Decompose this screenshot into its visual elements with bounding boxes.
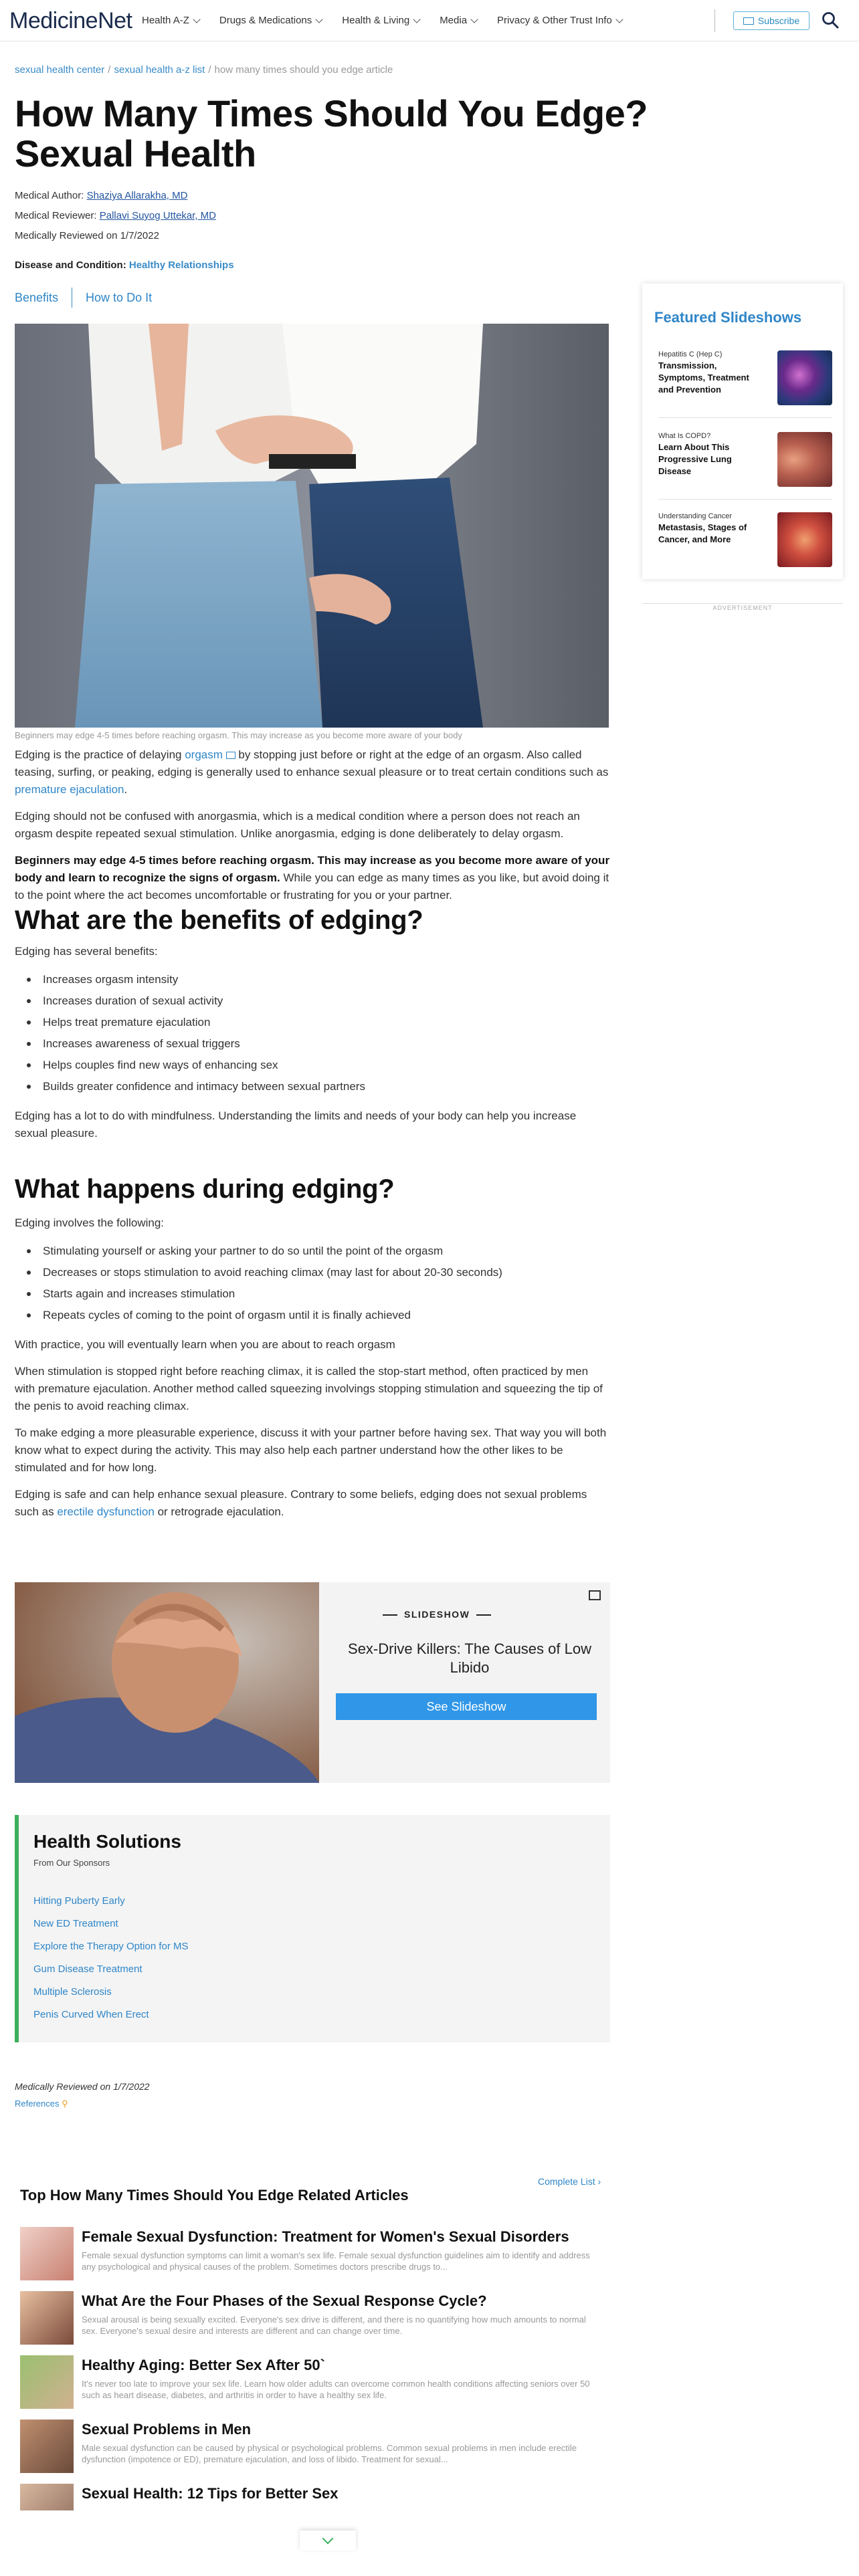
breadcrumb-sep: / (108, 64, 111, 76)
cancer-thumbnail (777, 512, 832, 567)
related-article[interactable] (20, 2355, 609, 2409)
health-solutions (15, 1815, 610, 2042)
list-item: Helps treat premature ejaculation (15, 1014, 610, 1031)
breadcrumb-link[interactable]: sexual health a-z list (114, 64, 205, 76)
article-thumbnail (20, 2420, 74, 2473)
sponsor-link[interactable]: New ED Treatment (33, 1918, 118, 1929)
sponsor-link[interactable]: Explore the Therapy Option for MS (33, 1941, 189, 1952)
text: While you can edge as many times as you like, but avoid doing it to the point where the act becomes uncomfortable or frustrating for you or your partner. (15, 871, 609, 901)
intro-section (15, 746, 610, 914)
ad-label: ADVERTISEMENT (712, 605, 773, 611)
chevron-down-icon (615, 15, 623, 23)
nav-privacy-trust[interactable] (497, 15, 622, 26)
list-item: Repeats cycles of coming to the point of orgasm until it is finally achieved (15, 1307, 610, 1324)
slideshow-card-cancer[interactable] (658, 512, 832, 571)
sponsor-link[interactable]: Penis Curved When Erect (33, 2009, 149, 2020)
author-link[interactable]: Shaziya Allarakha, MD (86, 190, 188, 201)
list-item: Increases duration of sexual activity (15, 992, 610, 1010)
slideshow-card-copd[interactable] (658, 432, 832, 491)
sponsor-link[interactable]: Gum Disease Treatment (33, 1963, 142, 1975)
image-caption: Beginners may edge 4-5 times before reaching orgasm. This may increase as you become more aware of your body (15, 730, 462, 740)
chevron-down-icon (470, 15, 478, 23)
list-item: Decreases or stops stimulation to avoid reaching climax (may last for about 20-30 seconds) (15, 1264, 610, 1281)
slideshow-promo[interactable] (15, 1582, 610, 1783)
references-label: References (15, 2099, 60, 2109)
article-desc: Male sexual dysfunction can be caused by physical or psychological problems. Common sexual problems in men include erectile dysfunction (impotence or ED), premature ejaculation, and loss of libido. Treatment for sexual... (82, 2443, 577, 2464)
list-item: Stimulating yourself or asking your partner to do so until the point of the orgasm (15, 1243, 610, 1260)
related-title: Top How Many Times Should You Edge Related Articles (20, 2187, 409, 2204)
chevron-down-icon (316, 15, 323, 23)
nav-label: Media (440, 15, 468, 26)
nav-label: Health A-Z (142, 15, 189, 26)
during-section (15, 1214, 610, 1530)
breadcrumb-sep: / (208, 64, 211, 76)
erectile-dysfunction-link[interactable]: erectile dysfunction (57, 1505, 155, 1518)
promo-image (15, 1582, 319, 1783)
related-article[interactable] (20, 2420, 609, 2473)
during-paragraph: When stimulation is stopped right before reaching climax, it is called the stop-start method, often practiced by men with premature ejaculation. Another method called squeezing involvings stopping stimulation and squeezing the tip of the penis to avoid reaching climax. (15, 1365, 603, 1412)
article-thumbnail (20, 2227, 74, 2280)
during-paragraph (15, 1486, 610, 1521)
list-item: Increases orgasm intensity (15, 971, 610, 988)
intro-paragraph (15, 746, 610, 798)
top-nav (0, 0, 859, 41)
article-title: Sexual Problems in Men (82, 2421, 252, 2438)
breadcrumb-current: how many times should you edge article (214, 64, 393, 76)
nav-label: Privacy & Other Trust Info (497, 15, 612, 26)
reviewer-link[interactable]: Pallavi Suyog Uttekar, MD (99, 210, 216, 221)
byline (15, 186, 216, 246)
main-nav (142, 15, 642, 26)
nav-media[interactable] (440, 15, 477, 26)
benefits-intro: Edging has several benefits: (15, 945, 158, 958)
mail-icon (743, 17, 754, 25)
list-item: Helps couples find new ways of enhancing sex (15, 1057, 610, 1074)
card-title: Learn About This Progressive Lung Disease (658, 442, 732, 476)
author-label: Medical Author: (15, 190, 84, 201)
jump-link-benefits[interactable]: Benefits (15, 290, 59, 304)
expand-chevron-button[interactable] (300, 2531, 356, 2551)
promo-title: Sex-Drive Killers: The Causes of Low Libido (348, 1640, 591, 1676)
intro-paragraph: Edging should not be confused with anorgasmia, which is a medical condition where a person does not reach an orgasm despite repeated sexual stimulation. Unlike anorgasmia, edging is done deliberately to delay orgasm. (15, 810, 580, 840)
condition-label: Disease and Condition: (15, 259, 126, 271)
orgasm-link[interactable]: orgasm (185, 748, 223, 761)
ad-divider (642, 603, 843, 604)
slideshow-card-hepatitis[interactable] (658, 350, 832, 409)
divider (658, 417, 832, 418)
list-item: Increases awareness of sexual triggers (15, 1035, 610, 1053)
benefits-list (15, 971, 610, 1095)
featured-slideshows (642, 284, 843, 579)
premature-ejaculation-link[interactable]: premature ejaculation (15, 783, 124, 796)
related-article[interactable] (20, 2484, 609, 2510)
article-desc: Female sexual dysfunction symptoms can limit a woman's sex life. Female sexual dysfunction guidelines aim to identify and address any psychological and physical causes of the problem. Sometimes doctors prescribe drugs to... (82, 2250, 590, 2272)
article-title: Healthy Aging: Better Sex After 50` (82, 2357, 325, 2373)
article-title: Sexual Health: 12 Tips for Better Sex (82, 2485, 339, 2502)
reviewer-label: Medical Reviewer: (15, 210, 97, 221)
during-list (15, 1243, 610, 1324)
breadcrumb (15, 64, 393, 76)
related-article[interactable] (20, 2227, 609, 2280)
complete-list-link[interactable]: Complete List › (538, 2176, 601, 2187)
medically-reviewed: Medically Reviewed on 1/7/2022 (15, 2081, 150, 2092)
site-logo[interactable]: MedicineNet (9, 8, 132, 33)
article-desc: It's never too late to improve your sex life. Learn how older adults can overcome common health conditions affecting seniors over 50 such as heart disease, diabetes, and arthritis in order to have a healthy sex life. (82, 2379, 590, 2400)
card-title: Metastasis, Stages of Cancer, and More (658, 522, 747, 544)
card-kicker: What Is COPD? (658, 432, 711, 440)
image-icon (226, 752, 235, 759)
benefits-outro: Edging has a lot to do with mindfulness. Understanding the limits and needs of your body can help you increase sexual pleasure. (15, 1109, 577, 1140)
nav-health-living[interactable] (342, 15, 419, 26)
during-paragraph: To make edging a more pleasurable experience, discuss it with your partner before having sex. That way you will both know what to expect during the activity. This may also help each partner understand how the other likes to be stimulated and for how long. (15, 1426, 607, 1474)
jump-link-how-to[interactable]: How to Do It (86, 290, 153, 304)
card-kicker: Hepatitis C (Hep C) (658, 350, 723, 358)
subscribe-label: Subscribe (757, 15, 800, 26)
article-title: Female Sexual Dysfunction: Treatment for Women's Sexual Disorders (82, 2228, 569, 2245)
chevron-down-icon (413, 15, 421, 23)
section-heading-benefits: What are the benefits of edging? (15, 905, 423, 935)
text: Edging is the practice of delaying (15, 748, 185, 761)
article-title: What Are the Four Phases of the Sexual Response Cycle? (82, 2292, 487, 2309)
sponsor-links (33, 1890, 189, 2026)
nav-drugs-medications[interactable] (219, 15, 322, 26)
references-link[interactable] (15, 2099, 68, 2109)
promo-label: SLIDESHOW (376, 1609, 498, 1620)
card-kicker: Understanding Cancer (658, 512, 733, 520)
sponsor-link[interactable]: Multiple Sclerosis (33, 1986, 112, 1998)
divider (658, 499, 832, 500)
reviewed-date: Medically Reviewed on 1/7/2022 (15, 230, 159, 241)
search-icon[interactable] (822, 11, 839, 29)
card-title: Transmission, Symptoms, Treatment and Prevention (658, 360, 749, 395)
list-item: Starts again and increases stimulation (15, 1285, 610, 1303)
see-slideshow-button[interactable]: See Slideshow (336, 1693, 597, 1720)
benefits-section (15, 943, 610, 1152)
section-heading-during: What happens during edging? (15, 1174, 395, 1204)
text: . (124, 783, 128, 796)
chevron-down-icon (322, 2533, 334, 2545)
health-solutions-subtitle: From Our Sponsors (33, 1858, 110, 1868)
health-solutions-title: Health Solutions (33, 1831, 181, 1852)
breadcrumb-link[interactable]: sexual health center (15, 64, 105, 76)
intro-paragraph (15, 852, 610, 904)
text: or retrograde ejaculation. (154, 1505, 284, 1518)
featured-title: Featured Slideshows (654, 309, 802, 326)
gallery-icon (589, 1590, 601, 1600)
magnifier-icon: ⚲ (62, 2099, 68, 2109)
article-thumbnail (20, 2355, 74, 2409)
nav-health-a-z[interactable] (142, 15, 199, 26)
nav-label: Health & Living (342, 15, 410, 26)
jump-links (15, 288, 152, 308)
article-thumbnail (20, 2291, 74, 2345)
condition-link[interactable]: Healthy Relationships (128, 259, 234, 271)
list-item: Builds greater confidence and intimacy between sexual partners (15, 1078, 610, 1095)
during-paragraph: With practice, you will eventually learn when you are about to reach orgasm (15, 1338, 395, 1351)
related-article[interactable] (20, 2291, 609, 2345)
chevron-down-icon (193, 15, 200, 23)
text: Edging is safe and can help enhance sexual pleasure. Contrary to some beliefs, edging does not sexual problems such as (15, 1488, 587, 1518)
sponsor-link[interactable]: Hitting Puberty Early (33, 1895, 125, 1907)
hero-image (15, 324, 609, 728)
page-title: How Many Times Should You Edge? Sexual Health (15, 92, 648, 175)
subscribe-button[interactable] (733, 11, 809, 30)
bold-text: Beginners may edge 4-5 times before reaching orgasm. This may increase as you become more aware of your body and learn to recognize the signs of orgasm. (15, 854, 610, 884)
text: by stopping just before or right at the edge of an orgasm. Also called teasing, surfing, or peaking, edging is generally used to enhance sexual pleasure or to treat certain conditions such as (15, 748, 609, 778)
nav-label: Drugs & Medications (219, 15, 312, 26)
nav-divider (714, 9, 715, 32)
lungs-thumbnail (777, 432, 832, 487)
article-thumbnail (20, 2484, 74, 2510)
article-desc: Sexual arousal is being sexually excited. Everyone's sex drive is different, and there is no quantifying how much amounts to normal sex. Everyone's sexual desire and interests are different and can change over time. (82, 2315, 586, 2336)
disease-condition (15, 259, 234, 271)
hepatitis-thumbnail (777, 350, 832, 405)
during-intro: Edging involves the following: (15, 1216, 165, 1229)
